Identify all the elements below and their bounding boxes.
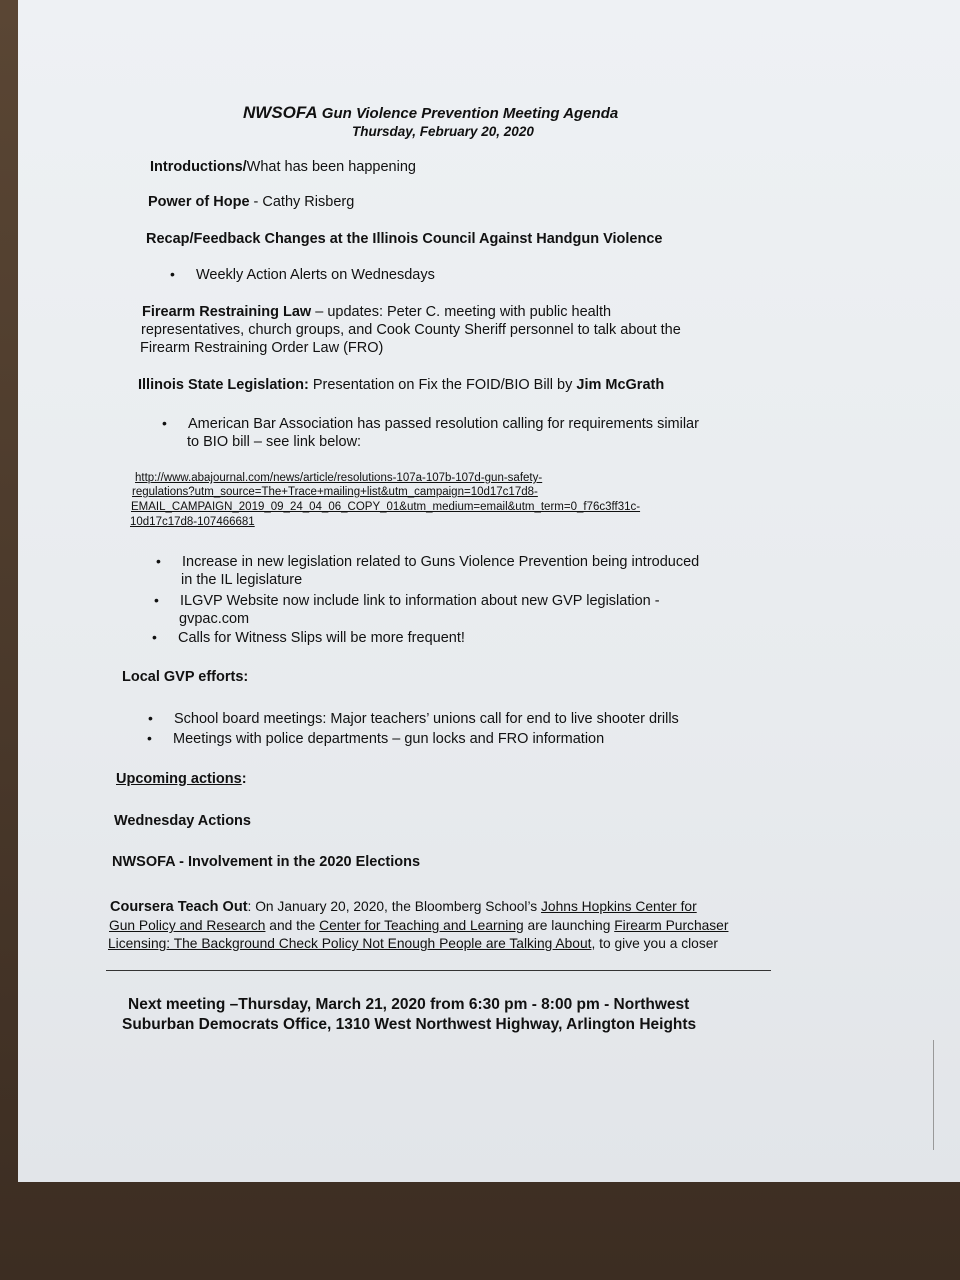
power-of-hope-item: [148, 193, 354, 211]
legislation-bullet-1-line2: in the IL legislature: [181, 572, 303, 588]
gun-policy-link[interactable]: Gun Policy and Research: [109, 918, 266, 933]
introductions-item: [150, 158, 416, 176]
power-of-hope-label: Power of Hope: [148, 194, 250, 210]
bullet-icon: •: [152, 629, 157, 645]
agenda-title: [243, 104, 618, 123]
next-meeting-line1: Next meeting –Thursday, March 21, 2020 from 6:30 pm - 8:00 pm - Northwest: [128, 996, 690, 1013]
bullet-icon: •: [156, 553, 161, 569]
divider-line: [106, 970, 771, 971]
bullet-icon: •: [162, 415, 167, 431]
elections-item: NWSOFA - Involvement in the 2020 Elections: [112, 854, 421, 870]
next-meeting-line2: Suburban Democrats Office, 1310 West Northwest Highway, Arlington Heights: [122, 1016, 697, 1033]
coursera-text-2: and the: [265, 918, 320, 933]
bullet-icon: •: [147, 730, 152, 746]
local-bullet-1: School board meetings: Major teachers’ unions call for end to live shooter drills: [174, 711, 679, 727]
wednesday-actions: Wednesday Actions: [114, 813, 251, 829]
title-text: Gun Violence Prevention Meeting Agenda: [321, 105, 619, 122]
state-legislation-text: Presentation on Fix the FOID/BIO Bill by: [308, 377, 577, 393]
coursera-text-1: : On January 20, 2020, the Bloomberg School’s: [247, 899, 542, 914]
teaching-learning-link[interactable]: Center for Teaching and Learning: [319, 918, 524, 933]
aba-link-line3[interactable]: EMAIL_CAMPAIGN_2019_09_24_04_06_COPY_01&utm_medium=email&utm_term=0_f76c3ff31c-: [131, 501, 641, 513]
aba-line1: American Bar Association has passed resolution calling for requirements similar: [188, 416, 699, 432]
coursera-line3: [108, 935, 718, 953]
bullet-icon: •: [170, 266, 175, 282]
presenter-name: Jim McGrath: [576, 377, 665, 393]
firearm-law-line3: Firearm Restraining Order Law (FRO): [140, 340, 384, 356]
firearm-law-line1: – updates: Peter C. meeting with public health: [311, 304, 612, 320]
paper-crease: [933, 1040, 934, 1150]
firearm-law-line2: representatives, church groups, and Cook County Sheriff personnel to talk about the: [141, 322, 681, 338]
org-name: NWSOFA: [243, 103, 318, 122]
legislation-bullet-2-line1: ILGVP Website now include link to information about new GVP legislation -: [180, 593, 660, 609]
coursera-line2: [109, 917, 728, 935]
coursera-text-4: , to give you a closer: [591, 936, 719, 951]
firearm-law-label: Firearm Restraining Law: [142, 304, 312, 320]
aba-link-line2[interactable]: regulations?utm_source=The+Trace+mailing+list&utm_campaign=10d17c17d8-: [132, 486, 538, 498]
legislation-bullet-1-line1: Increase in new legislation related to Guns Violence Prevention being introduced: [182, 554, 700, 570]
agenda-paper: [18, 0, 960, 1182]
aba-line2: to BIO bill – see link below:: [187, 434, 362, 450]
upcoming-actions-colon: :: [241, 771, 247, 787]
introductions-label: Introductions/: [150, 159, 247, 175]
coursera-label: Coursera Teach Out: [110, 899, 248, 915]
state-legislation-label: Illinois State Legislation:: [138, 377, 309, 393]
local-bullet-2: Meetings with police departments – gun locks and FRO information: [173, 731, 605, 747]
state-legislation-item: [138, 376, 664, 394]
upcoming-actions-label: Upcoming actions: [116, 771, 242, 787]
firearm-law-item: [142, 303, 611, 321]
background-check-link[interactable]: Licensing: The Background Check Policy Not Enough People are Talking About: [108, 936, 592, 951]
local-efforts-heading: Local GVP efforts:: [122, 669, 249, 685]
introductions-text: What has been happening: [246, 159, 416, 175]
upcoming-actions-heading: [116, 770, 247, 788]
firearm-purchaser-link[interactable]: Firearm Purchaser: [614, 918, 729, 933]
recap-heading: Recap/Feedback Changes at the Illinois Council Against Handgun Violence: [146, 231, 663, 247]
jhu-center-link[interactable]: Johns Hopkins Center for: [541, 899, 697, 914]
aba-link-line4[interactable]: 10d17c17d8-107466681: [130, 516, 255, 528]
bullet-icon: •: [148, 710, 153, 726]
bullet-icon: •: [154, 592, 159, 608]
coursera-text-3: are launching: [523, 918, 615, 933]
legislation-bullet-3: Calls for Witness Slips will be more frequent!: [178, 630, 465, 646]
agenda-date: Thursday, February 20, 2020: [352, 124, 534, 139]
coursera-line1: [110, 898, 697, 916]
legislation-bullet-2-line2: gvpac.com: [179, 611, 250, 627]
aba-link-line1[interactable]: http://www.abajournal.com/news/article/resolutions-107a-107b-107d-gun-safety-: [135, 472, 543, 484]
recap-bullet: Weekly Action Alerts on Wednesdays: [196, 267, 435, 283]
power-of-hope-speaker: - Cathy Risberg: [249, 194, 355, 210]
